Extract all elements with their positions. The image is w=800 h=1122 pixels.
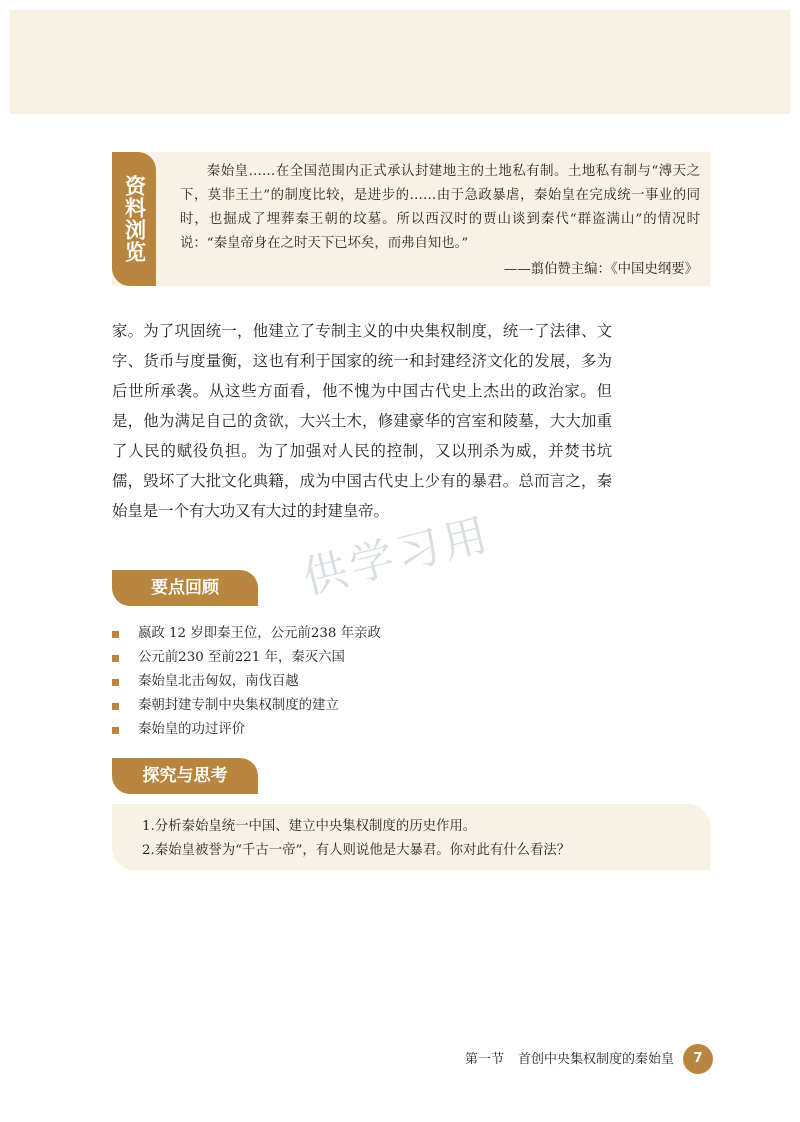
header-band — [10, 10, 790, 114]
square-bullet-icon — [112, 655, 119, 662]
footer-section: 第一节 — [464, 1052, 504, 1067]
running-footer — [465, 1048, 674, 1067]
square-bullet-icon — [112, 679, 119, 686]
review-item: 公元前230 至前221 年，秦灭六国 — [112, 646, 381, 670]
watermark: 供学习用 — [297, 508, 497, 605]
square-bullet-icon — [112, 703, 119, 710]
square-bullet-icon — [112, 727, 119, 734]
explore-question-1: 1.分析秦始皇统一中国、建立中央集权制度的历史作用。 — [142, 819, 477, 834]
review-list — [112, 622, 381, 742]
review-item: 嬴政 12 岁即秦王位，公元前238 年亲政 — [112, 622, 381, 646]
material-paragraph: 秦始皇……在全国范围内正式承认封建地主的土地私有制。土地私有制与“溥天之下，莫非王土”的制度比较，是进步的……由于急政暴虐，秦始皇在完成统一事业的同时，也掘成了埋葬秦王朝的坟墓。所以西汉时的贾山谈到秦代“群盗满山”的情况时说：“秦皇帝身在之时天下已坏矣，而弗自知也。” — [180, 164, 700, 251]
page-number: 7 — [683, 1044, 713, 1074]
material-text — [180, 160, 700, 256]
square-bullet-icon — [112, 631, 119, 638]
review-item: 秦始皇的功过评价 — [112, 718, 381, 742]
explore-heading: 探究与思考 — [112, 758, 258, 794]
review-heading: 要点回顾 — [112, 570, 258, 606]
review-item: 秦朝封建专制中央集权制度的建立 — [112, 694, 381, 718]
review-item: 秦始皇北击匈奴，南伐百越 — [112, 670, 381, 694]
body-paragraph: 家。为了巩固统一，他建立了专制主义的中央集权制度，统一了法律、文字、货币与度量衡，这也有利于国家的统一和封建经济文化的发展，多为后世所承袭。从这些方面看，他不愧为中国古代史上杰出的政治家。但是，他为满足自己的贪欲，大兴土木，修建豪华的宫室和陵墓，大大加重了人民的赋役负担。为了加强对人民的控制，又以刑杀为威，并焚书坑儒，毁坏了大批文化典籍，成为中国古代史上少有的暴君。总而言之，秦始皇是一个有大功又有大过的封建皇帝。 — [112, 322, 612, 520]
material-source: ——翦伯赞主编：《中国史纲要》 — [503, 262, 698, 277]
explore-question-2: 2.秦始皇被誉为“千古一帝”，有人则说他是大暴君。你对此有什么看法？ — [142, 843, 571, 858]
footer-chapter-title: 首创中央集权制度的秦始皇 — [517, 1052, 674, 1067]
material-tab: 资料浏览 — [112, 152, 156, 286]
